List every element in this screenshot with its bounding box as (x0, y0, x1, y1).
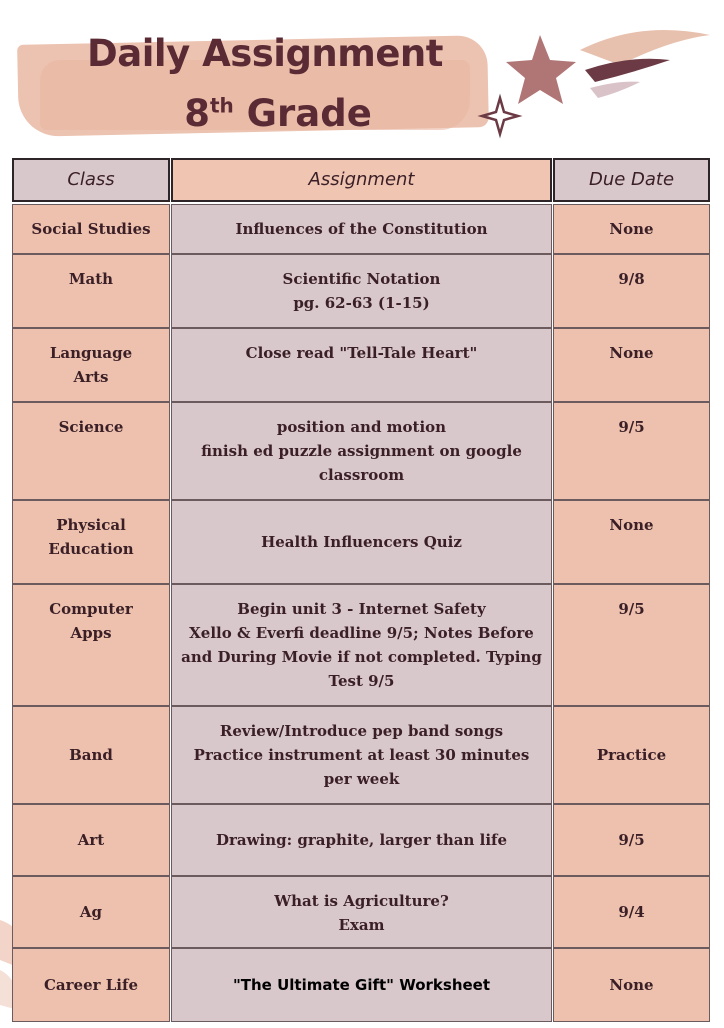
assignment-cell: Review/Introduce pep band songs Practice instrument at least 30 minutes per week (171, 706, 552, 804)
due-date-cell: 9/4 (553, 876, 710, 948)
page-title: Daily Assignment (87, 32, 443, 75)
assignment-cell: Scientific Notation pg. 62-63 (1-15) (171, 254, 552, 328)
assignment-cell: Health Influencers Quiz (171, 500, 552, 584)
due-date-cell: 9/5 (553, 402, 710, 500)
class-cell: Computer Apps (12, 584, 170, 706)
column-header-assignment: Assignment (171, 158, 552, 202)
grade-number: 8 (184, 92, 210, 135)
grade-label: Grade (233, 92, 372, 135)
class-cell: Band (12, 706, 170, 804)
assignment-cell: Influences of the Constitution (171, 204, 552, 254)
table-row (12, 204, 710, 254)
due-date-cell: 9/8 (553, 254, 710, 328)
table-header-row (12, 158, 710, 202)
table-row (12, 402, 710, 500)
due-date-cell: None (553, 328, 710, 402)
assignment-cell: "The Ultimate Gift" Worksheet (171, 948, 552, 1022)
table-row (12, 804, 710, 876)
due-date-cell: Practice (553, 706, 710, 804)
due-date-cell: None (553, 500, 710, 584)
column-header-due-date: Due Date (553, 158, 710, 202)
due-date-cell: None (553, 204, 710, 254)
table-row (12, 254, 710, 328)
class-cell: Physical Education (12, 500, 170, 584)
table-row (12, 584, 710, 706)
title-area (0, 0, 724, 150)
class-cell: Language Arts (12, 328, 170, 402)
assignment-cell: Drawing: graphite, larger than life (171, 804, 552, 876)
due-date-cell: 9/5 (553, 584, 710, 706)
table-row (12, 876, 710, 948)
class-cell: Art (12, 804, 170, 876)
shooting-star-decoration (470, 10, 724, 150)
class-cell: Career Life (12, 948, 170, 1022)
table-row (12, 948, 710, 1022)
class-cell: Ag (12, 876, 170, 948)
assignment-cell: Begin unit 3 - Internet Safety Xello & Everfi deadline 9/5; Notes Before and During Movie if not completed. Typing Test 9/5 (171, 584, 552, 706)
due-date-cell: 9/5 (553, 804, 710, 876)
class-cell: Social Studies (12, 204, 170, 254)
table-row (12, 500, 710, 584)
class-cell: Math (12, 254, 170, 328)
assignment-cell: position and motion finish ed puzzle assignment on google classroom (171, 402, 552, 500)
assignment-cell: Close read "Tell-Tale Heart" (171, 328, 552, 402)
table-row (12, 328, 710, 402)
column-header-class: Class (12, 158, 170, 202)
grade-suffix: th (209, 93, 234, 118)
assignment-cell: What is Agriculture? Exam (171, 876, 552, 948)
due-date-cell: None (553, 948, 710, 1022)
class-cell: Science (12, 402, 170, 500)
table-row (12, 706, 710, 804)
